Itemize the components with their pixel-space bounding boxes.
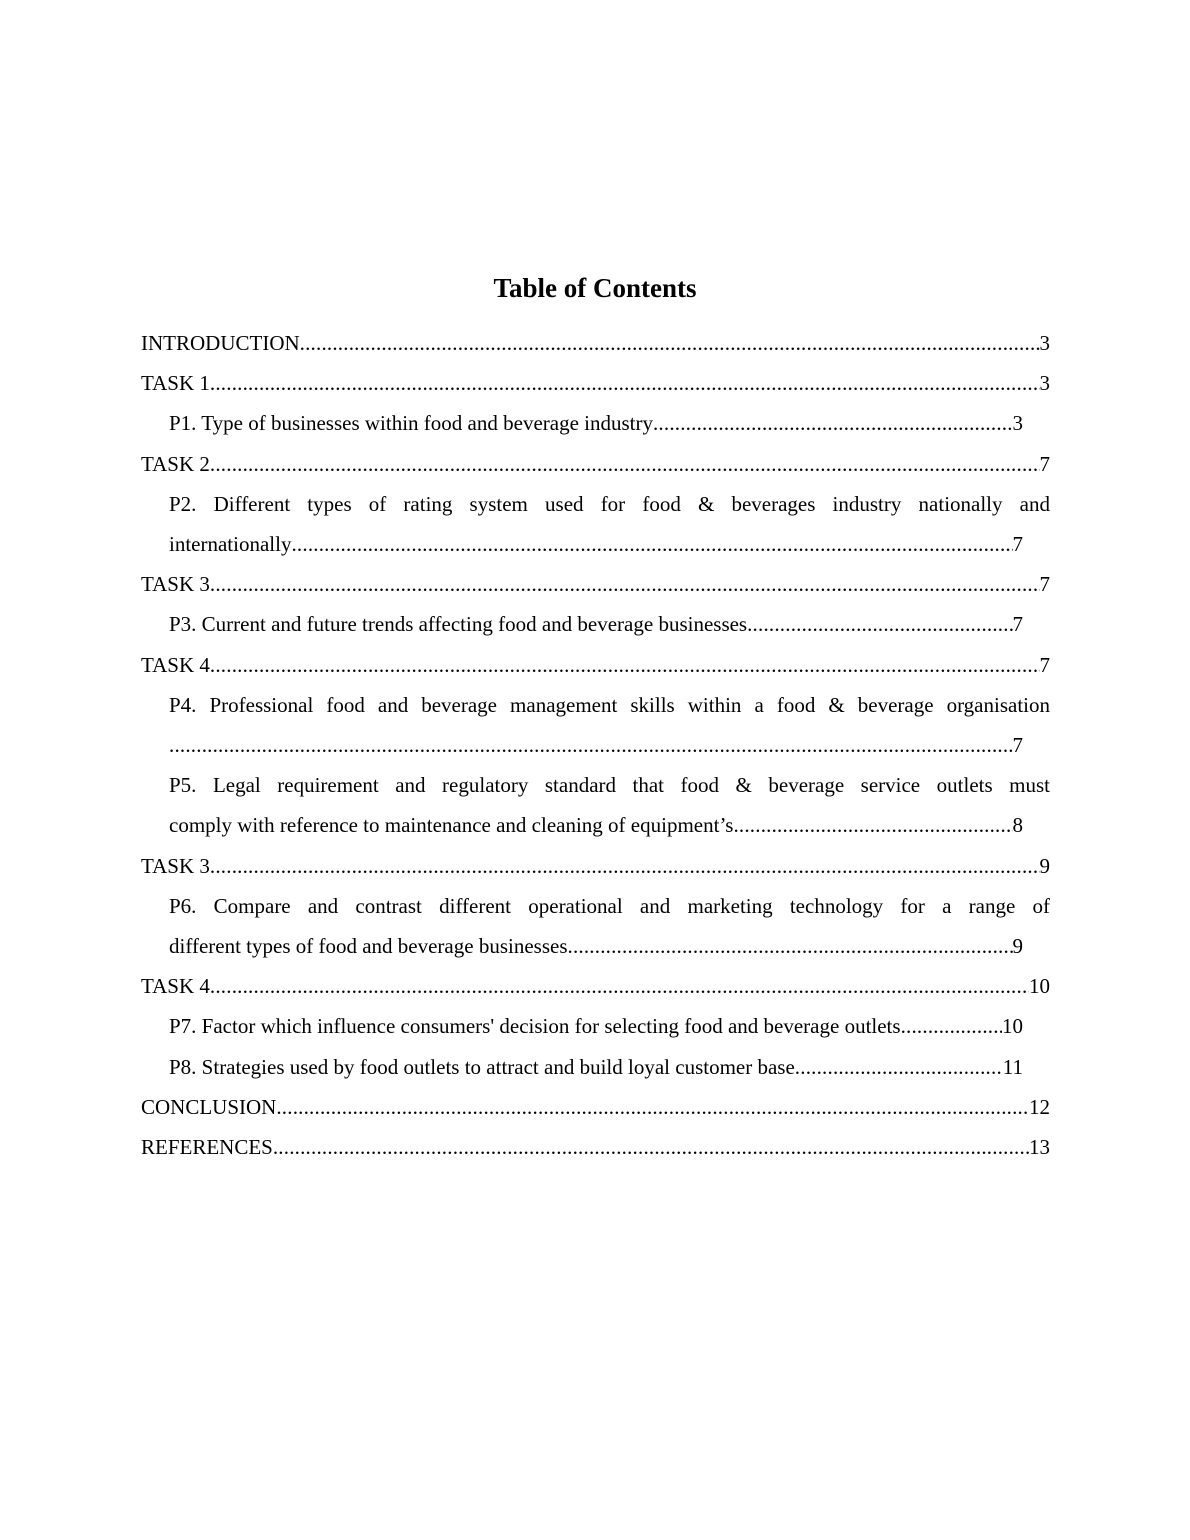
dot-leader bbox=[210, 363, 1040, 403]
toc-entry-label: P3. Current and future trends affecting food and beverage businesses bbox=[169, 612, 748, 637]
toc-entry-label-line-1: P5. Legal requirement and regulatory standard that food & beverage service outlets must bbox=[169, 773, 1050, 798]
toc-entry-task-2[interactable] bbox=[141, 444, 1050, 484]
toc-entry-p7[interactable] bbox=[169, 1006, 1023, 1046]
toc-entry-conclusion[interactable] bbox=[141, 1087, 1050, 1127]
dot-leader bbox=[291, 524, 1012, 564]
dot-leader bbox=[795, 1047, 1003, 1087]
toc-page-number: 7 bbox=[1012, 733, 1023, 758]
toc-entry-task-4b[interactable] bbox=[141, 966, 1050, 1006]
toc-page-number: 9 bbox=[1012, 934, 1023, 959]
page-title: Table of Contents bbox=[493, 273, 697, 303]
toc-page-number: 7 bbox=[1039, 652, 1050, 677]
toc-page-number: 3 bbox=[1039, 371, 1050, 396]
dot-leader bbox=[568, 926, 1013, 966]
toc-entry-label: CONCLUSION bbox=[141, 1094, 277, 1119]
toc-entry-label-line-1: P4. Professional food and beverage management skills within a food & beverage organisation bbox=[169, 692, 1050, 717]
toc-page-number: 9 bbox=[1039, 853, 1050, 878]
toc-entry-introduction[interactable] bbox=[141, 323, 1050, 363]
dot-leader bbox=[210, 444, 1040, 484]
toc-page-number: 13 bbox=[1029, 1135, 1050, 1160]
toc-page-number: 3 bbox=[1039, 331, 1050, 355]
toc-page-number: 7 bbox=[1039, 451, 1050, 476]
dot-leader bbox=[747, 604, 1012, 644]
dot-leader bbox=[273, 1127, 1029, 1167]
toc-entry-p6[interactable] bbox=[169, 886, 1050, 966]
toc-page-number: 8 bbox=[1012, 813, 1023, 838]
dot-leader bbox=[276, 1087, 1029, 1127]
dot-leader bbox=[210, 645, 1040, 685]
toc-entry-label-line-2: comply with reference to maintenance and cleaning of equipment’s bbox=[169, 813, 734, 838]
toc-entry-label: TASK 3 bbox=[141, 572, 210, 597]
dot-leader bbox=[210, 564, 1040, 604]
toc-entry-task-4[interactable] bbox=[141, 645, 1050, 685]
dot-leader bbox=[210, 966, 1029, 1006]
dot-leader bbox=[901, 1006, 1002, 1046]
toc-page-number: 10 bbox=[1002, 1014, 1023, 1039]
toc-entry-label: TASK 1 bbox=[141, 371, 210, 396]
dot-leader bbox=[169, 725, 1013, 765]
toc-entry-label-line-2: different types of food and beverage businesses bbox=[169, 934, 568, 959]
toc-page-number: 7 bbox=[1039, 572, 1050, 597]
toc-page-number: 7 bbox=[1012, 612, 1023, 637]
dot-leader bbox=[300, 323, 1040, 363]
toc-page-number: 3 bbox=[1012, 411, 1023, 436]
dot-leader bbox=[210, 846, 1040, 886]
table-of-contents bbox=[141, 323, 1050, 1167]
dot-leader bbox=[733, 805, 1012, 845]
toc-entry-p5[interactable] bbox=[169, 765, 1050, 845]
toc-entry-label: TASK 2 bbox=[141, 451, 210, 476]
toc-entry-p3[interactable] bbox=[169, 604, 1023, 644]
toc-page-number: 12 bbox=[1029, 1094, 1050, 1119]
dot-leader bbox=[653, 403, 1013, 443]
toc-entry-references[interactable] bbox=[141, 1127, 1050, 1167]
toc-entry-label-line-1: P2. Different types of rating system used for food & beverages industry nationally and bbox=[169, 491, 1050, 516]
toc-entry-label-line-1: P6. Compare and contrast different operational and marketing technology for a range of bbox=[169, 893, 1050, 918]
toc-entry-p8[interactable] bbox=[169, 1047, 1023, 1087]
toc-entry-p4[interactable] bbox=[169, 685, 1050, 765]
toc-entry-task-3[interactable] bbox=[141, 564, 1050, 604]
toc-entry-label: TASK 4 bbox=[141, 652, 210, 677]
toc-entry-label: REFERENCES bbox=[141, 1135, 273, 1160]
toc-entry-p1[interactable] bbox=[169, 403, 1023, 443]
toc-page-number: 7 bbox=[1012, 532, 1023, 557]
toc-page-number: 10 bbox=[1029, 974, 1050, 999]
toc-entry-label: TASK 4 bbox=[141, 974, 210, 999]
toc-page-number: 11 bbox=[1002, 1054, 1023, 1079]
toc-entry-label: INTRODUCTION bbox=[141, 331, 300, 355]
toc-entry-label: P1. Type of businesses within food and beverage industry bbox=[169, 411, 653, 436]
toc-entry-label-line-2: internationally bbox=[169, 532, 292, 557]
toc-entry-label: P7. Factor which influence consumers' decision for selecting food and beverage outlets bbox=[169, 1014, 901, 1039]
toc-entry-p2[interactable] bbox=[169, 484, 1050, 564]
toc-entry-label: TASK 3 bbox=[141, 853, 210, 878]
toc-entry-task-3b[interactable] bbox=[141, 846, 1050, 886]
toc-entry-task-1[interactable] bbox=[141, 363, 1050, 403]
toc-entry-label: P8. Strategies used by food outlets to attract and build loyal customer base bbox=[169, 1054, 795, 1079]
